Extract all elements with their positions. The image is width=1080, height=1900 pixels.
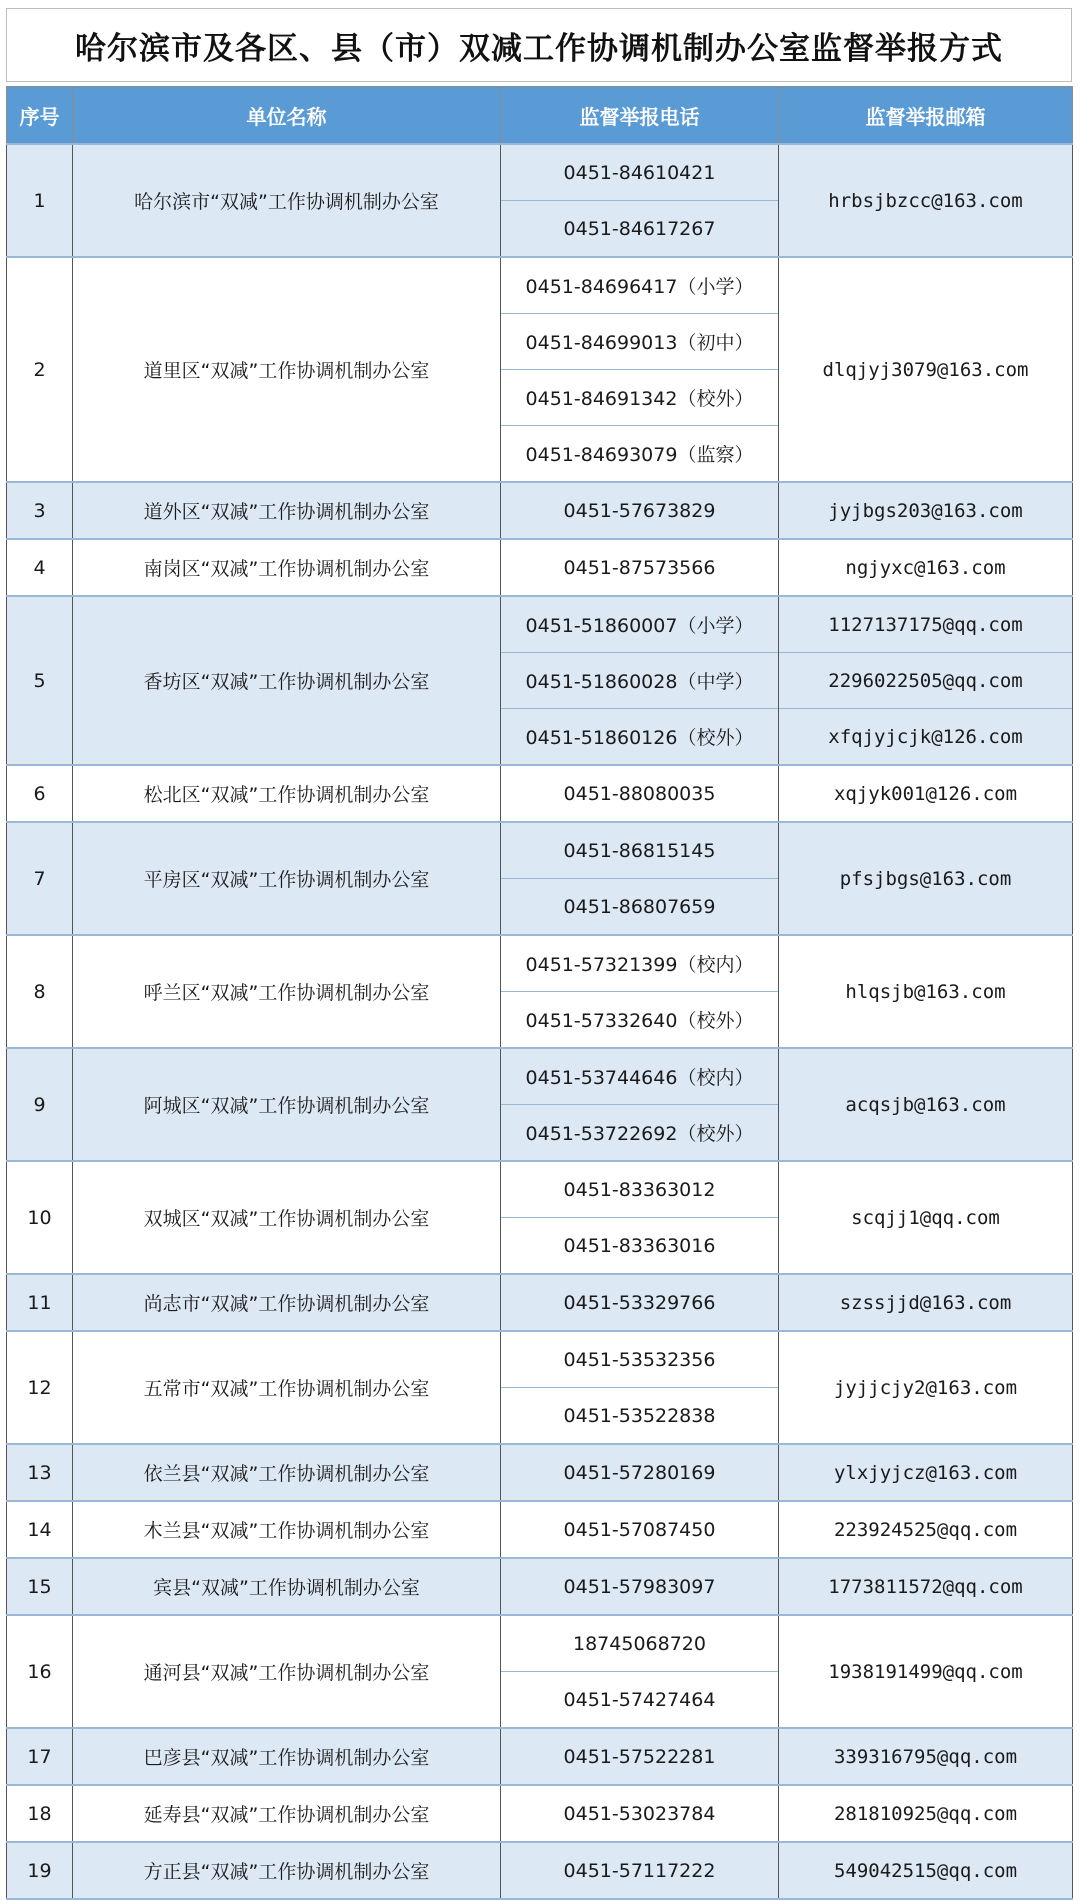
email-address: 281810925@qq.com (779, 1785, 1073, 1842)
table-row (7, 1842, 1073, 1899)
unit-name: 哈尔滨市“双减”工作协调机制办公室 (73, 144, 501, 257)
phone-number: 18745068720 (501, 1615, 779, 1672)
email-address: 1938191499@qq.com (779, 1615, 1073, 1728)
page-title: 哈尔滨市及各区、县（市）双减工作协调机制办公室监督举报方式 (75, 30, 1003, 67)
row-number: 16 (7, 1615, 73, 1728)
unit-name: 延寿县“双减”工作协调机制办公室 (73, 1785, 501, 1842)
row-number: 18 (7, 1785, 73, 1842)
row-number: 8 (7, 935, 73, 1048)
row-number: 19 (7, 1842, 73, 1899)
contact-table (6, 86, 1073, 1900)
row-number: 1 (7, 144, 73, 257)
phone-number: 0451-84693079（监察） (501, 426, 779, 483)
unit-name: 五常市“双减”工作协调机制办公室 (73, 1331, 501, 1444)
row-number: 15 (7, 1558, 73, 1615)
email-address: szssjjd@163.com (779, 1274, 1073, 1331)
phone-number: 0451-84696417（小学） (501, 257, 779, 314)
email-address: xqjyk001@126.com (779, 765, 1073, 822)
unit-name: 平房区“双减”工作协调机制办公室 (73, 822, 501, 935)
header-email: 监督举报邮箱 (779, 87, 1073, 145)
email-address: 1773811572@qq.com (779, 1558, 1073, 1615)
phone-number: 0451-57321399（校内） (501, 935, 779, 992)
email-address: hlqsjb@163.com (779, 935, 1073, 1048)
row-number: 9 (7, 1048, 73, 1161)
phone-number: 0451-53744646（校内） (501, 1048, 779, 1105)
phone-number: 0451-87573566 (501, 539, 779, 596)
row-number: 10 (7, 1161, 73, 1274)
unit-name: 依兰县“双减”工作协调机制办公室 (73, 1444, 501, 1501)
header-no: 序号 (7, 87, 73, 145)
phone-number: 0451-84617267 (501, 201, 779, 258)
phone-number: 0451-51860126（校外） (501, 709, 779, 766)
email-address: 223924525@qq.com (779, 1501, 1073, 1558)
phone-number: 0451-53023784 (501, 1785, 779, 1842)
unit-name: 通河县“双减”工作协调机制办公室 (73, 1615, 501, 1728)
unit-name: 阿城区“双减”工作协调机制办公室 (73, 1048, 501, 1161)
phone-number: 0451-57673829 (501, 482, 779, 539)
phone-number: 0451-88080035 (501, 765, 779, 822)
unit-name: 方正县“双减”工作协调机制办公室 (73, 1842, 501, 1899)
unit-name: 巴彦县“双减”工作协调机制办公室 (73, 1728, 501, 1785)
phone-number: 0451-53522838 (501, 1388, 779, 1445)
table-row (7, 1558, 1073, 1615)
table-row (7, 1331, 1073, 1388)
table-row (7, 935, 1073, 992)
phone-number: 0451-83363016 (501, 1218, 779, 1275)
phone-number: 0451-86807659 (501, 879, 779, 936)
phone-number: 0451-57427464 (501, 1672, 779, 1729)
table-row (7, 1274, 1073, 1331)
table-row (7, 539, 1073, 596)
table-row (7, 596, 1073, 653)
phone-number: 0451-57087450 (501, 1501, 779, 1558)
email-address: xfqjyjcjk@126.com (779, 709, 1073, 766)
email-address: ylxjyjcz@163.com (779, 1444, 1073, 1501)
row-number: 11 (7, 1274, 73, 1331)
unit-name: 香坊区“双减”工作协调机制办公室 (73, 596, 501, 765)
table-row (7, 482, 1073, 539)
phone-number: 0451-84699013（初中） (501, 314, 779, 370)
phone-number: 0451-57280169 (501, 1444, 779, 1501)
phone-number: 0451-83363012 (501, 1161, 779, 1218)
email-address: 2296022505@qq.com (779, 653, 1073, 709)
email-address: jyjjcjy2@163.com (779, 1331, 1073, 1444)
phone-number: 0451-86815145 (501, 822, 779, 879)
title-box (6, 8, 1072, 82)
phone-number: 0451-53329766 (501, 1274, 779, 1331)
email-address: scqjj1@qq.com (779, 1161, 1073, 1274)
email-address: pfsjbgs@163.com (779, 822, 1073, 935)
phone-number: 0451-84610421 (501, 144, 779, 201)
table-row (7, 1785, 1073, 1842)
table-row (7, 257, 1073, 314)
unit-name: 松北区“双减”工作协调机制办公室 (73, 765, 501, 822)
email-address: dlqjyj3079@163.com (779, 257, 1073, 482)
table-row (7, 822, 1073, 879)
unit-name: 木兰县“双减”工作协调机制办公室 (73, 1501, 501, 1558)
unit-name: 尚志市“双减”工作协调机制办公室 (73, 1274, 501, 1331)
phone-number: 0451-53722692（校外） (501, 1105, 779, 1162)
row-number: 6 (7, 765, 73, 822)
unit-name: 呼兰区“双减”工作协调机制办公室 (73, 935, 501, 1048)
phone-number: 0451-57117222 (501, 1842, 779, 1899)
email-address: jyjbgs203@163.com (779, 482, 1073, 539)
table-row (7, 1161, 1073, 1218)
phone-number: 0451-57983097 (501, 1558, 779, 1615)
table-row (7, 1728, 1073, 1785)
row-number: 5 (7, 596, 73, 765)
email-address: 1127137175@qq.com (779, 596, 1073, 653)
unit-name: 道里区“双减”工作协调机制办公室 (73, 257, 501, 482)
row-number: 2 (7, 257, 73, 482)
table-row (7, 1048, 1073, 1105)
row-number: 7 (7, 822, 73, 935)
unit-name: 双城区“双减”工作协调机制办公室 (73, 1161, 501, 1274)
row-number: 3 (7, 482, 73, 539)
phone-number: 0451-51860007（小学） (501, 596, 779, 653)
unit-name: 宾县“双减”工作协调机制办公室 (73, 1558, 501, 1615)
email-address: 339316795@qq.com (779, 1728, 1073, 1785)
table-row (7, 1501, 1073, 1558)
table-row (7, 765, 1073, 822)
table-body (7, 144, 1073, 1899)
unit-name: 道外区“双减”工作协调机制办公室 (73, 482, 501, 539)
row-number: 14 (7, 1501, 73, 1558)
phone-number: 0451-51860028（中学） (501, 653, 779, 709)
row-number: 4 (7, 539, 73, 596)
phone-number: 0451-57522281 (501, 1728, 779, 1785)
table-row (7, 1615, 1073, 1672)
email-address: acqsjb@163.com (779, 1048, 1073, 1161)
header-unit-name: 单位名称 (73, 87, 501, 145)
row-number: 17 (7, 1728, 73, 1785)
row-number: 12 (7, 1331, 73, 1444)
email-address: ngjyxc@163.com (779, 539, 1073, 596)
phone-number: 0451-57332640（校外） (501, 992, 779, 1049)
table-header (7, 87, 1073, 145)
row-number: 13 (7, 1444, 73, 1501)
email-address: hrbsjbzcc@163.com (779, 144, 1073, 257)
table-row (7, 1444, 1073, 1501)
email-address: 549042515@qq.com (779, 1842, 1073, 1899)
phone-number: 0451-84691342（校外） (501, 370, 779, 426)
header-row (7, 87, 1073, 145)
header-phone: 监督举报电话 (501, 87, 779, 145)
unit-name: 南岗区“双减”工作协调机制办公室 (73, 539, 501, 596)
table-row (7, 144, 1073, 201)
phone-number: 0451-53532356 (501, 1331, 779, 1388)
